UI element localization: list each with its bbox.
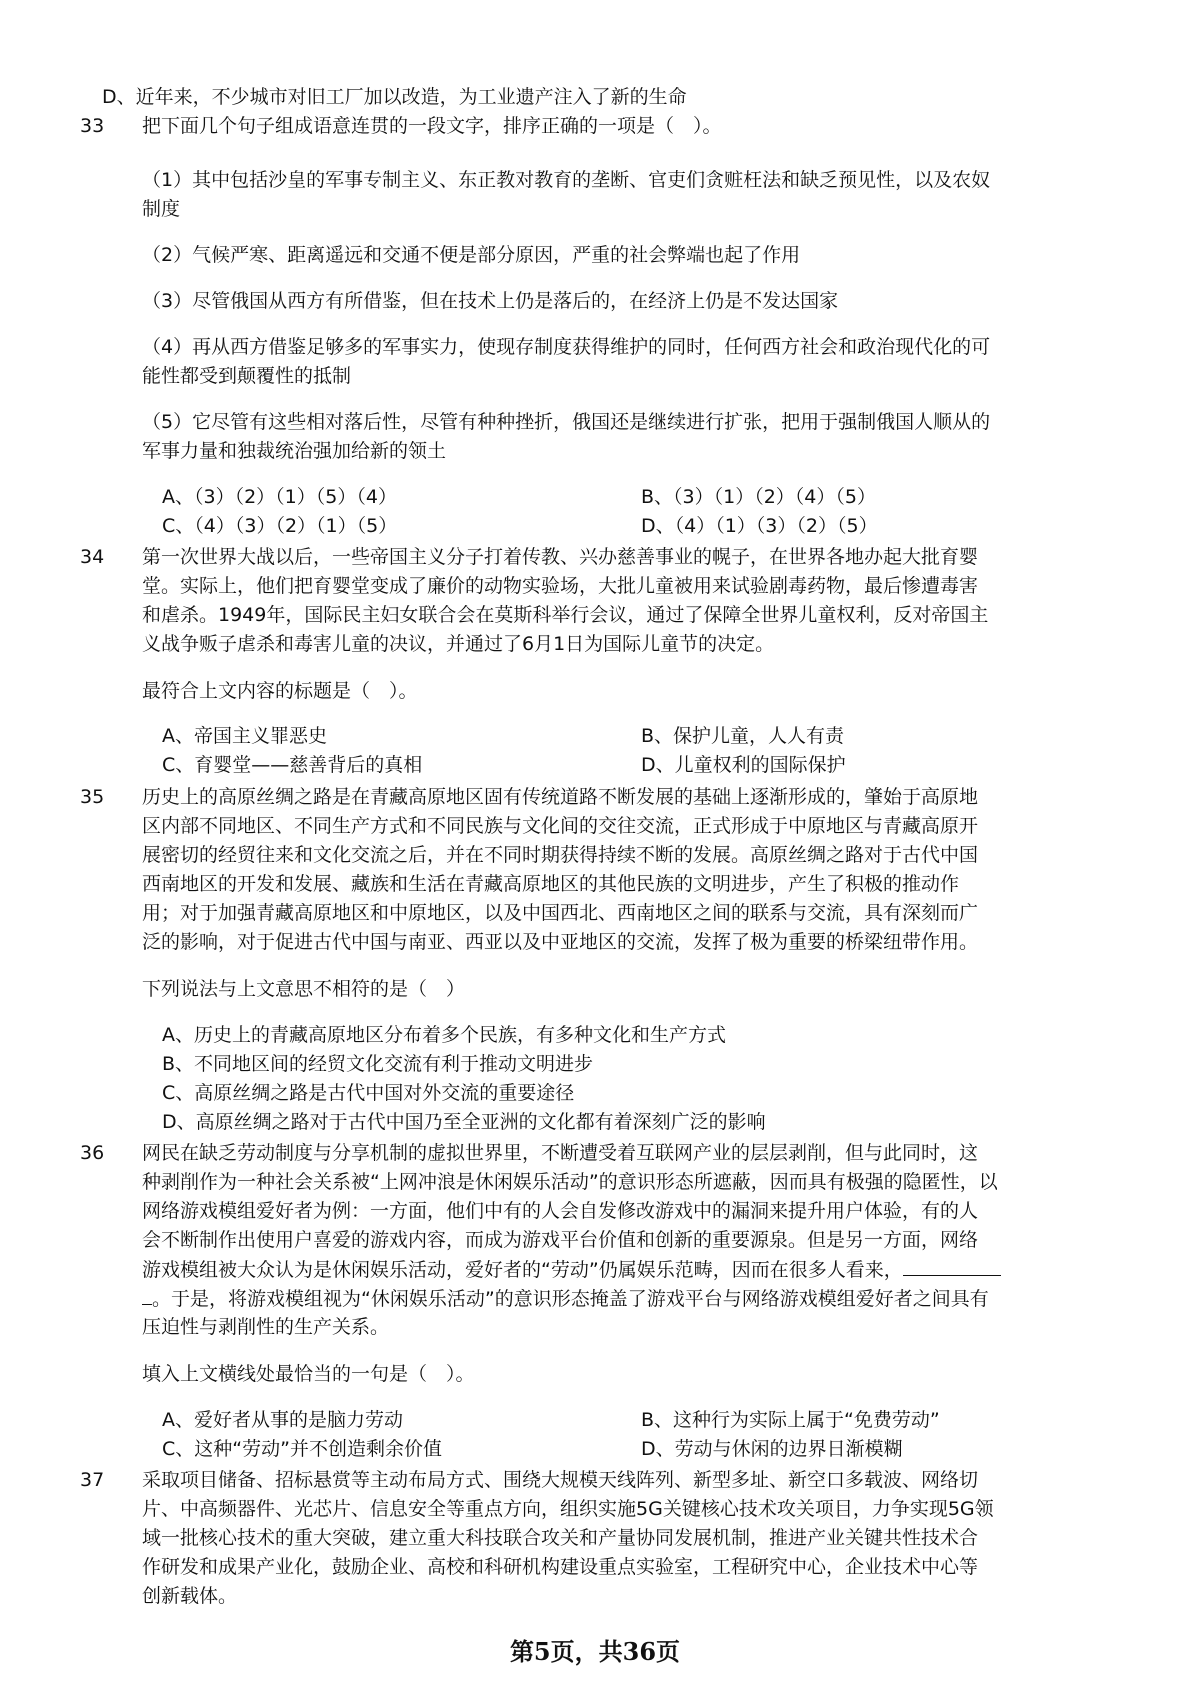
- q36-passage-line-3: 网络游戏模组爱好者为例：一方面，他们中有的人会自发修改游戏中的漏洞来提升用户体验，有的人: [142, 1200, 979, 1222]
- q34-passage-line-2: 堂。实际上，他们把育婴堂变成了廉价的动物实验场，大批儿童被用来试验剧毒药物，最后惨遭毒害: [142, 575, 979, 597]
- q33-sentence-4: （4）再从西方借鉴足够多的军事实力，使现存制度获得维护的同时，任何西方社会和政治现代化的可: [142, 336, 991, 358]
- question-number-34: 34: [80, 546, 105, 568]
- q33-sentence-1: （1）其中包括沙皇的军事专制主义、东正教对教育的垄断、官吏们贪赃枉法和缺乏预见性，以及农奴: [142, 169, 991, 191]
- q37-passage-line-1: 采取项目储备、招标悬赏等主动布局方式、围绕大规模天线阵列、新型多址、新空口多载波、网络切: [142, 1469, 979, 1491]
- question-number-33: 33: [80, 115, 105, 137]
- q33-sentence-2: （2）气候严寒、距离遥远和交通不便是部分原因，严重的社会弊端也起了作用: [142, 244, 801, 266]
- prev-option-d: D、近年来，不少城市对旧工厂加以改造，为工业遗产注入了新的生命: [102, 86, 687, 108]
- q34-question: 最符合上文内容的标题是（ ）。: [142, 680, 418, 702]
- q36-passage-line-4: 会不断制作出使用户喜爱的游戏内容，而成为游戏平台价值和创新的重要源泉。但是另一方面，网络: [142, 1229, 979, 1251]
- q36-passage-line-2: 种剥削作为一种社会关系被“上网冲浪是休闲娱乐活动”的意识形态所遮蔽，因而具有极强的隐匿性，以: [142, 1171, 998, 1193]
- q36-option-d[interactable]: D、劳动与休闲的边界日渐模糊: [641, 1438, 903, 1460]
- q36-option-b[interactable]: B、这种行为实际上属于“免费劳动”: [641, 1409, 940, 1431]
- q36-question: 填入上文横线处最恰当的一句是（ ）。: [142, 1363, 475, 1385]
- q37-passage-line-3: 域一批核心技术的重大突破，建立重大科技联合攻关和产量协同发展机制，推进产业关键共性技术合: [142, 1527, 979, 1549]
- q37-passage-line-5: 创新载体。: [142, 1585, 238, 1607]
- q33-stem: 把下面几个句子组成语意连贯的一段文字，排序正确的一项是（ ）。: [142, 115, 722, 137]
- question-number-37: 37: [80, 1469, 105, 1491]
- q35-passage-line-2: 区内部不同地区、不同生产方式和不同民族与文化间的交往交流，正式形成于中原地区与青藏高原开: [142, 815, 979, 837]
- q34-option-b[interactable]: B、保护儿童，人人有责: [641, 725, 845, 747]
- q36-passage-text-cont: 。于是，将游戏模组视为“休闲娱乐活动”的意识形态掩盖了游戏平台与网络游戏模组爱好者之间具有: [152, 1288, 989, 1310]
- q33-option-c[interactable]: C、（4）（3）（2）（1）（5）: [162, 515, 398, 537]
- q33-sentence-4-cont: 能性都受到颠覆性的抵制: [142, 365, 352, 387]
- q33-option-a[interactable]: A、（3）（2）（1）（5）（4）: [162, 486, 397, 508]
- q33-sentence-5-cont: 军事力量和独裁统治强加给新的领土: [142, 440, 447, 462]
- q34-option-d[interactable]: D、儿童权利的国际保护: [641, 754, 846, 776]
- fill-in-blank-tail: [142, 1286, 152, 1305]
- q35-question: 下列说法与上文意思不相符的是（ ）: [142, 978, 466, 1000]
- q34-passage-line-3: 和虐杀。1949年，国际民主妇女联合会在莫斯科举行会议，通过了保障全世界儿童权利，反对帝国主: [142, 604, 989, 626]
- q37-passage-line-2: 片、中高频器件、光芯片、信息安全等重点方向，组织实施5G关键核心技术攻关项目，力争实现5G领: [142, 1498, 994, 1520]
- question-number-36: 36: [80, 1142, 105, 1164]
- page-footer: 第5页，共36页: [509, 1637, 681, 1666]
- q33-sentence-3: （3）尽管俄国从西方有所借鉴，但在技术上仍是落后的，在经济上仍是不发达国家: [142, 290, 839, 312]
- q36-option-c[interactable]: C、这种“劳动”并不创造剩余价值: [162, 1438, 442, 1460]
- q35-passage-line-3: 展密切的经贸往来和文化交流之后，并在不同时期获得持续不断的发展。高原丝绸之路对于古代中国: [142, 844, 979, 866]
- q34-option-a[interactable]: A、帝国主义罪恶史: [162, 725, 327, 747]
- fill-in-blank: [903, 1257, 1001, 1276]
- q36-passage-line-1: 网民在缺乏劳动制度与分享机制的虚拟世界里，不断遭受着互联网产业的层层剥削，但与此同时，这: [142, 1142, 979, 1164]
- q36-passage-line-7: 压迫性与剥削性的生产关系。: [142, 1316, 390, 1338]
- q34-option-c[interactable]: C、育婴堂——慈善背后的真相: [162, 754, 423, 776]
- q33-sentence-1-cont: 制度: [142, 198, 181, 220]
- q33-option-d[interactable]: D、（4）（1）（3）（2）（5）: [641, 515, 878, 537]
- question-number-35: 35: [80, 786, 105, 808]
- q34-passage-line-1: 第一次世界大战以后，一些帝国主义分子打着传教、兴办慈善事业的幌子，在世界各地办起大批育婴: [142, 546, 979, 568]
- q36-passage-text: 游戏模组被大众认为是休闲娱乐活动，爱好者的“劳动”仍属娱乐范畴，因而在很多人看来，: [142, 1259, 903, 1281]
- q35-passage-line-1: 历史上的高原丝绸之路是在青藏高原地区固有传统道路不断发展的基础上逐渐形成的，肇始于高原地: [142, 786, 979, 808]
- q33-sentence-5: （5）它尽管有这些相对落后性，尽管有种种挫折，俄国还是继续进行扩张，把用于强制俄国人顺从的: [142, 411, 991, 433]
- q35-passage-line-6: 泛的影响，对于促进古代中国与南亚、西亚以及中亚地区的交流，发挥了极为重要的桥梁纽带作用。: [142, 931, 979, 953]
- q35-option-b[interactable]: B、不同地区间的经贸文化交流有利于推动文明进步: [162, 1053, 594, 1075]
- q36-passage-line-6: [142, 1286, 989, 1311]
- q36-option-a[interactable]: A、爱好者从事的是脑力劳动: [162, 1409, 403, 1431]
- q37-passage-line-4: 作研发和成果产业化，鼓励企业、高校和科研机构建设重点实验室，工程研究中心，企业技术中心等: [142, 1556, 979, 1578]
- q34-passage-line-4: 义战争贩子虐杀和毒害儿童的决议，并通过了6月1日为国际儿童节的决定。: [142, 633, 775, 655]
- q35-option-a[interactable]: A、历史上的青藏高原地区分布着多个民族，有多种文化和生产方式: [162, 1024, 726, 1046]
- q33-option-b[interactable]: B、（3）（1）（2）（4）（5）: [641, 486, 876, 508]
- q35-option-d[interactable]: D、高原丝绸之路对于古代中国乃至全亚洲的文化都有着深刻广泛的影响: [162, 1111, 766, 1133]
- q35-passage-line-5: 用；对于加强青藏高原地区和中原地区，以及中国西北、西南地区之间的联系与交流，具有深刻而广: [142, 902, 979, 924]
- q36-passage-line-5: [142, 1257, 1001, 1282]
- q35-option-c[interactable]: C、高原丝绸之路是古代中国对外交流的重要途径: [162, 1082, 575, 1104]
- q35-passage-line-4: 西南地区的开发和发展、藏族和生活在青藏高原地区的其他民族的文明进步，产生了积极的推动作: [142, 873, 960, 895]
